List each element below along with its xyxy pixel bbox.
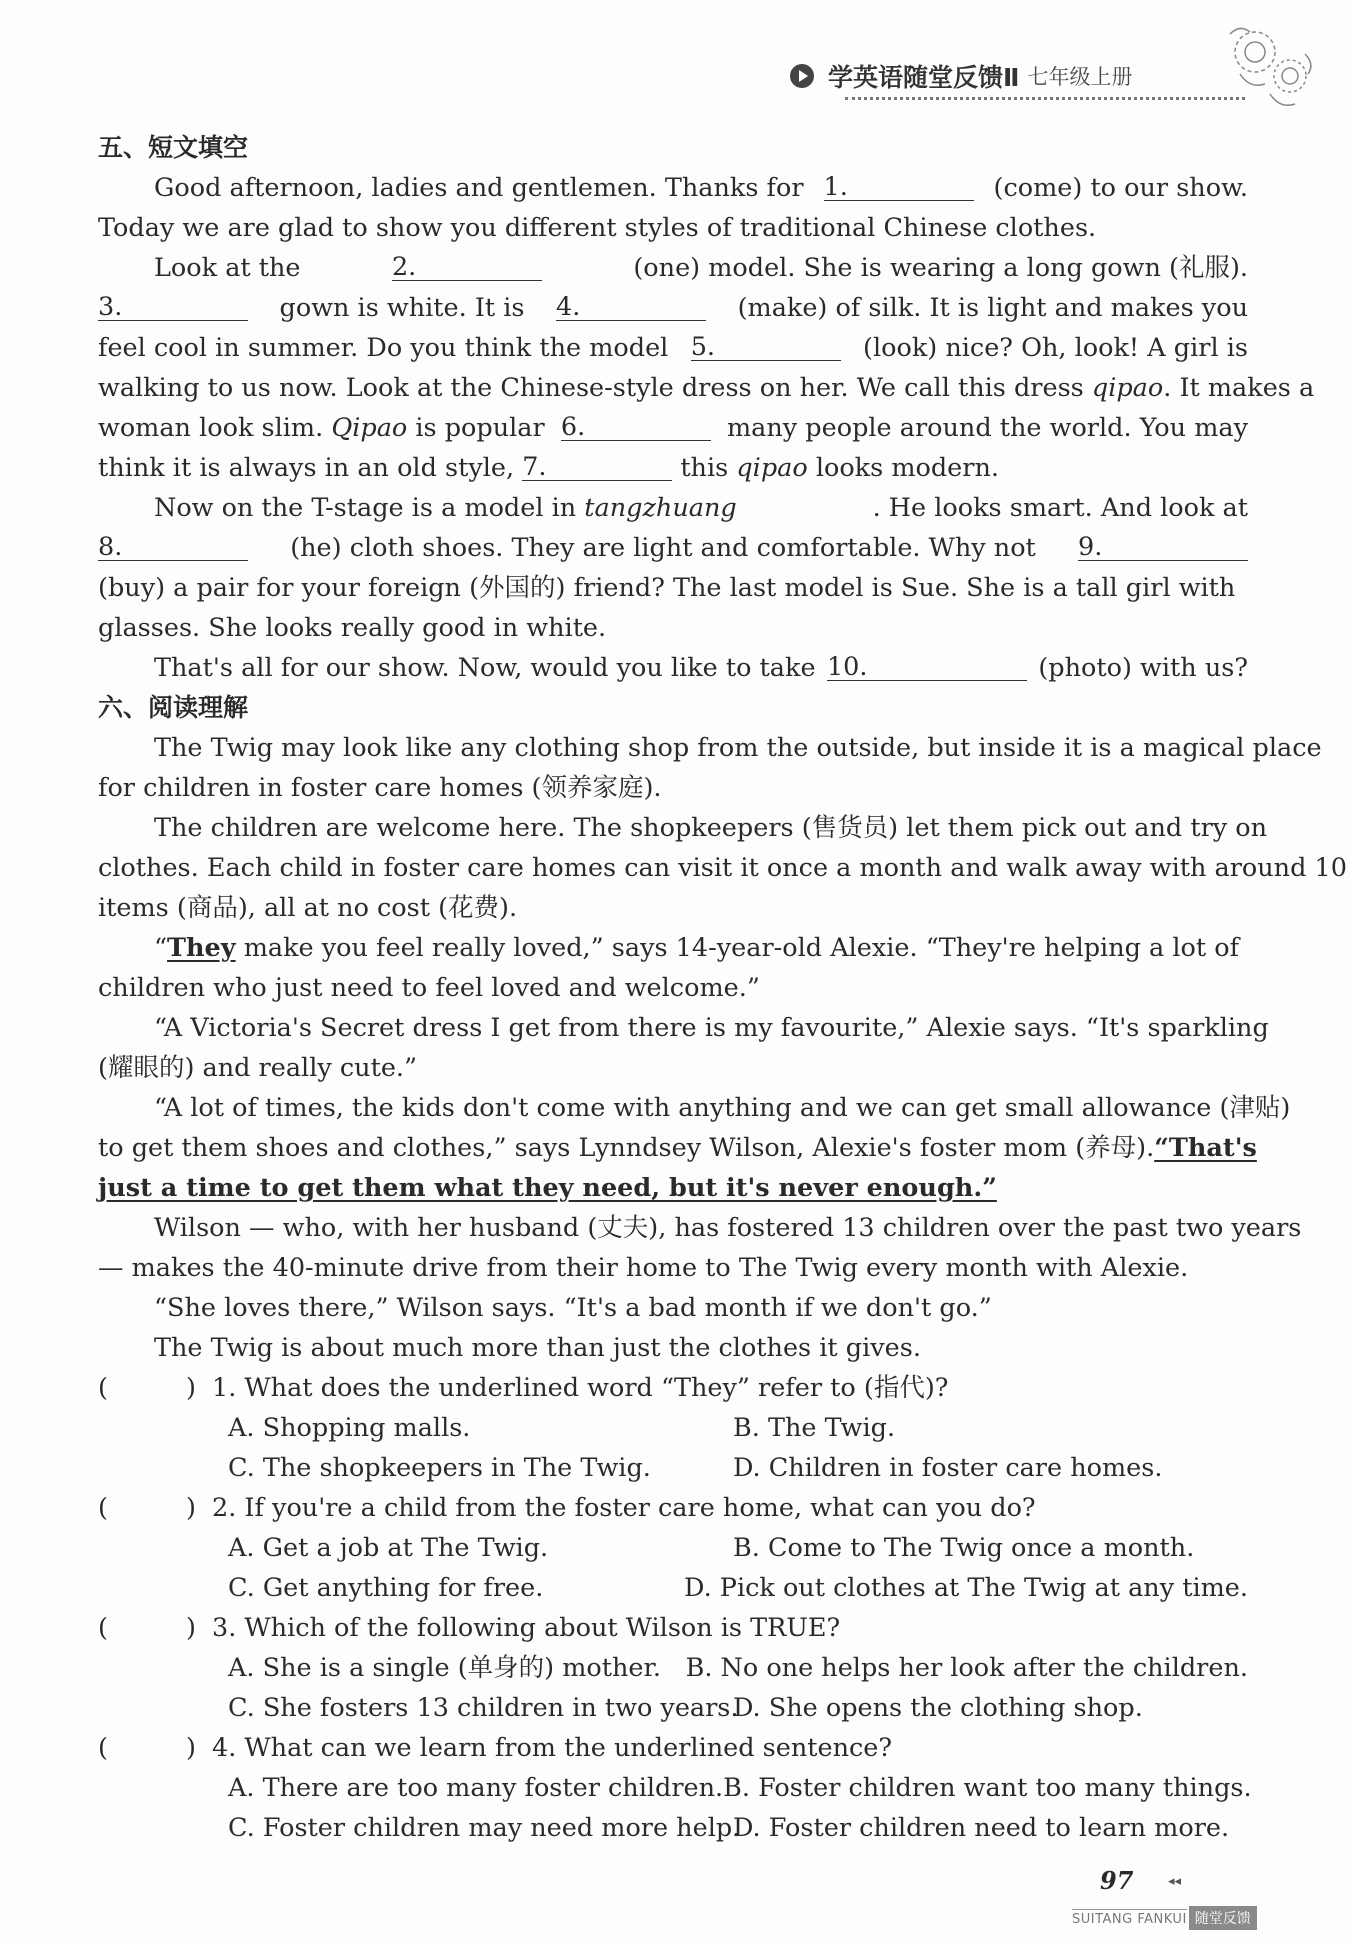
- blank-number: 8.: [98, 532, 123, 562]
- option-d[interactable]: D. Foster children need to learn more.: [733, 1813, 1230, 1843]
- answer-slot[interactable]: [98, 1368, 196, 1408]
- section-heading-cloze: 五、短文填空: [98, 133, 249, 162]
- reading-line: The Twig is about much more than just the clothes it gives.: [154, 1333, 921, 1363]
- reading-line: items (商品), all at no cost (花费).: [98, 893, 518, 923]
- text-span: (look) nice? Oh, look! A girl is: [863, 333, 1248, 363]
- options-row: [98, 1568, 1248, 1608]
- question-stem: 4. What can we learn from the underlined sentence?: [212, 1733, 893, 1763]
- blank-number: 9.: [1078, 532, 1103, 562]
- question-3: [98, 1608, 1248, 1648]
- brand-cn: 随堂反馈: [1189, 1906, 1257, 1930]
- reading-line: “A Victoria's Secret dress I get from there is my favourite,” Alexie says. “It's sparkling: [154, 1013, 1269, 1043]
- blank-number: 4.: [556, 292, 581, 322]
- text-span: many people around the world. You may: [726, 413, 1248, 443]
- option-b[interactable]: B. The Twig.: [733, 1413, 896, 1443]
- paren: (: [98, 1733, 108, 1763]
- cloze-line-7: [98, 408, 1248, 448]
- blank-9[interactable]: [1078, 528, 1248, 561]
- paren: ): [186, 1613, 196, 1643]
- arrows-icon: ◂◂: [1168, 1874, 1182, 1889]
- underlined-sentence: just a time to get them what they need, but it's never enough.”: [98, 1173, 997, 1203]
- text-span: to get them shoes and clothes,” says Lynndsey Wilson, Alexie's foster mom (养母).: [98, 1133, 1155, 1163]
- reading-line: The Twig may look like any clothing shop from the outside, but inside it is a magical place: [154, 733, 1322, 763]
- answer-slot[interactable]: [98, 1488, 196, 1528]
- header-divider: [845, 97, 1245, 100]
- reading-line: for children in foster care homes (领养家庭).: [98, 773, 662, 803]
- footer-brand: [1072, 1906, 1257, 1930]
- question-1: [98, 1368, 1248, 1408]
- reading-line: “She loves there,” Wilson says. “It's a bad month if we don't go.”: [154, 1293, 992, 1323]
- reading-line: children who just need to feel loved and welcome.”: [98, 973, 760, 1003]
- cloze-line-5: [98, 328, 1248, 368]
- option-a[interactable]: A. She is a single (单身的) mother.: [228, 1653, 662, 1683]
- option-d[interactable]: D. She opens the clothing shop.: [733, 1693, 1143, 1723]
- options-row: [98, 1528, 1248, 1568]
- italic-term: tangzhuang: [584, 493, 737, 523]
- blank-8[interactable]: [98, 528, 248, 561]
- book-title: 学英语随堂反馈Ⅱ: [828, 63, 1020, 92]
- text-span: is popular: [415, 413, 545, 443]
- option-b[interactable]: B. No one helps her look after the children.: [685, 1653, 1248, 1683]
- question-stem: 1. What does the underlined word “They” refer to (指代)?: [212, 1373, 949, 1403]
- reading-line: (耀眼的) and really cute.”: [98, 1053, 418, 1083]
- cloze-line-13: [98, 648, 1248, 688]
- option-b[interactable]: B. Foster children want too many things.: [723, 1773, 1252, 1803]
- option-c[interactable]: C. She fosters 13 children in two years.: [228, 1693, 739, 1723]
- blank-5[interactable]: [691, 328, 841, 361]
- text-span: . He looks smart. And look at: [872, 493, 1248, 523]
- question-4: [98, 1728, 1248, 1768]
- reading-line: “A lot of times, the kids don't come with anything and we can get small allowance (津贴): [154, 1093, 1291, 1123]
- blank-10[interactable]: [827, 648, 1027, 681]
- cloze-line-1: [98, 168, 1248, 208]
- cloze-line-9: [98, 488, 1248, 528]
- option-a[interactable]: A. Shopping malls.: [228, 1413, 471, 1443]
- text-span: walking to us now. Look at the Chinese-style dress on her. We call this dress: [98, 373, 1084, 403]
- question-stem: 3. Which of the following about Wilson is TRUE?: [212, 1613, 841, 1643]
- text-span: . It makes a: [1163, 373, 1315, 403]
- italic-term: qipao: [1091, 373, 1164, 403]
- paren: ): [186, 1373, 196, 1403]
- paren: (: [98, 1373, 108, 1403]
- text-span: looks modern.: [815, 453, 999, 483]
- reading-line: [98, 1128, 1257, 1168]
- options-row: [98, 1688, 1248, 1728]
- text-span: this: [680, 453, 729, 483]
- paren: (: [98, 1493, 108, 1523]
- paren: ): [186, 1493, 196, 1523]
- italic-term: Qipao: [331, 413, 408, 443]
- text-span: Look at the: [154, 253, 301, 283]
- cloze-line-6: [98, 368, 1315, 408]
- blank-number: 6.: [560, 412, 586, 442]
- question-2: [98, 1488, 1248, 1528]
- question-stem: 2. If you're a child from the foster care home, what can you do?: [212, 1493, 1036, 1523]
- blank-number: 7.: [522, 452, 547, 482]
- grade-label: 七年级上册: [1027, 65, 1133, 89]
- blank-3[interactable]: [98, 288, 248, 321]
- blank-6[interactable]: [561, 408, 711, 441]
- play-icon: [790, 64, 814, 88]
- answer-slot[interactable]: [98, 1728, 196, 1768]
- brand-en: SUITANG FANKUI: [1072, 1909, 1187, 1927]
- option-d[interactable]: D. Children in foster care homes.: [733, 1453, 1163, 1483]
- options-row: [98, 1768, 1252, 1808]
- answer-slot[interactable]: [98, 1608, 196, 1648]
- text-span: woman look slim.: [98, 413, 324, 443]
- reading-line: [98, 1168, 1248, 1208]
- reading-line: Wilson — who, with her husband (丈夫), has fostered 13 children over the past two years: [154, 1213, 1302, 1243]
- reading-line: The children are welcome here. The shopkeepers (售货员) let them pick out and try on: [154, 813, 1268, 843]
- option-c[interactable]: C. Get anything for free.: [228, 1573, 544, 1603]
- main-content: [98, 128, 1347, 1848]
- option-c[interactable]: C. The shopkeepers in The Twig.: [228, 1453, 651, 1483]
- option-b[interactable]: B. Come to The Twig once a month.: [733, 1533, 1195, 1563]
- blank-number: 1.: [823, 172, 848, 202]
- text-span: feel cool in summer. Do you think the model: [98, 333, 669, 363]
- text-span: (one) model. She is wearing a long gown (礼服).: [633, 253, 1248, 283]
- blank-number: 3.: [98, 292, 123, 322]
- text-span: Now on the T-stage is a model in: [154, 493, 577, 523]
- text-span: make you feel really loved,” says 14-year-old Alexie. “They're helping a lot of: [235, 933, 1240, 963]
- options-row: [98, 1648, 1248, 1688]
- paren: ): [186, 1733, 196, 1763]
- reading-line: clothes. Each child in foster care homes can visit it once a month and walk away with around 10: [98, 853, 1347, 883]
- quote-mark: “: [154, 933, 168, 963]
- text-span: gown is white. It is: [279, 293, 525, 323]
- cloze-line-11: (buy) a pair for your foreign (外国的) friend? The last model is Sue. She is a tall girl with: [98, 573, 1236, 603]
- options-row: [98, 1408, 1248, 1448]
- blank-4[interactable]: [556, 288, 706, 321]
- blank-7[interactable]: [522, 448, 672, 481]
- text-span: (make) of silk. It is light and makes you: [737, 293, 1248, 323]
- blank-number: 2.: [391, 252, 417, 282]
- reading-line: — makes the 40-minute drive from their home to The Twig every month with Alexie.: [98, 1253, 1189, 1283]
- paren: (: [98, 1613, 108, 1643]
- blank-number: 10.: [826, 652, 868, 682]
- underlined-word-they: They: [167, 933, 236, 963]
- option-d[interactable]: D. Pick out clothes at The Twig at any time.: [684, 1573, 1248, 1603]
- text-span: (come) to our show.: [993, 173, 1248, 203]
- cloze-line-8: [98, 448, 1248, 488]
- text-span: (he) cloth shoes. They are light and comfortable. Why not: [290, 533, 1036, 563]
- option-c[interactable]: C. Foster children may need more help.: [228, 1813, 741, 1843]
- option-a[interactable]: A. Get a job at The Twig.: [228, 1533, 549, 1563]
- option-a[interactable]: A. There are too many foster children.: [228, 1773, 724, 1803]
- options-row: [98, 1448, 1248, 1488]
- blank-number: 5.: [690, 332, 716, 362]
- text-span: (photo) with us?: [1038, 653, 1248, 683]
- options-row: [98, 1808, 1248, 1848]
- underlined-sentence-start: “That's: [1154, 1133, 1257, 1163]
- section-heading-reading: 六、阅读理解: [98, 693, 249, 722]
- cloze-line-4: [98, 288, 1248, 328]
- text-span: That's all for our show. Now, would you like to take: [154, 653, 816, 683]
- text-span: think it is always in an old style,: [98, 453, 515, 483]
- italic-term: qipao: [736, 453, 808, 483]
- cloze-line-3: [98, 248, 1248, 288]
- cloze-line-12: glasses. She looks really good in white.: [98, 613, 607, 643]
- page-number: 97: [1100, 1866, 1134, 1895]
- blank-2[interactable]: [392, 248, 542, 281]
- text-span: Good afternoon, ladies and gentlemen. Thanks for: [154, 173, 804, 203]
- page-header: [790, 56, 1132, 96]
- cloze-line-2: Today we are glad to show you different styles of traditional Chinese clothes.: [98, 213, 1097, 243]
- flower-decoration-icon: [1210, 14, 1320, 124]
- cloze-line-10: [98, 528, 1248, 568]
- reading-line: [98, 928, 1248, 968]
- blank-1[interactable]: [824, 168, 974, 201]
